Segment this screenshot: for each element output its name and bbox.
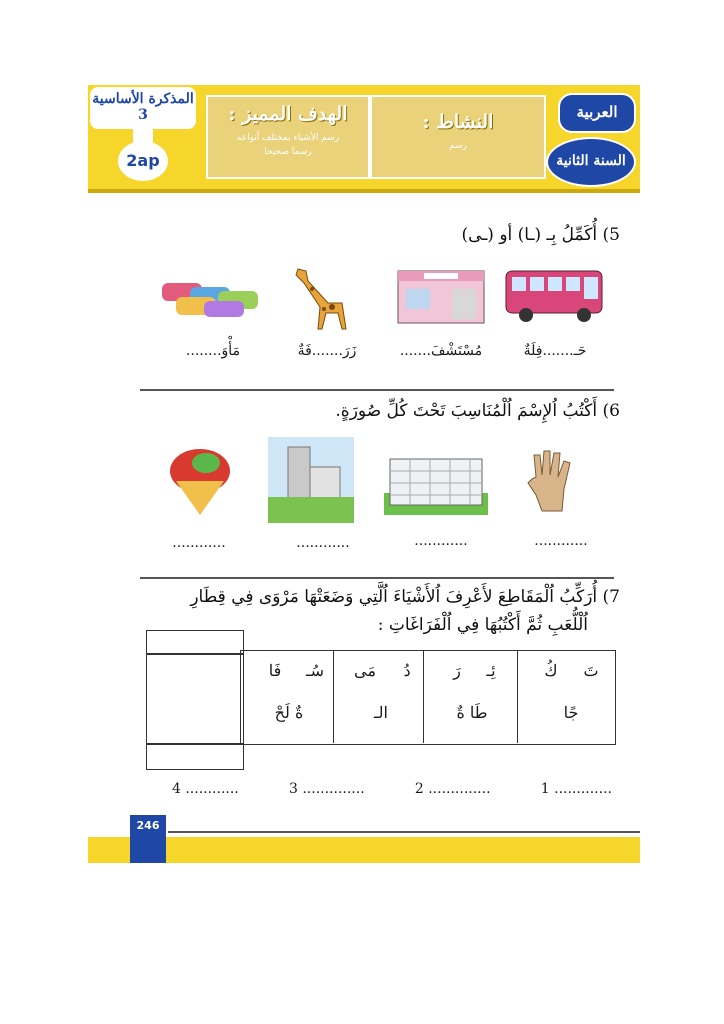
bus-image <box>502 265 608 327</box>
answer-3[interactable]: 3 .............. <box>288 781 365 797</box>
q7-instruction-line1: 7) أُرَكِّبُ اُلْمَقَاطِعَ لأَعْرِفَ اُلأَشْيَاءَ اُلَّتِي وَضَعَتْهَا مَرْوَى فِي قِطَارِ <box>190 587 620 607</box>
q6-blank-1[interactable]: ............ <box>534 533 588 549</box>
worksheet-page <box>88 85 640 863</box>
cell1-top-b: كُ <box>544 661 558 680</box>
q5-word-1[interactable]: حَـ.......فِلَةٌ <box>523 343 587 359</box>
hand-image <box>526 447 576 519</box>
goal-title: الهدف المميز : <box>228 103 348 125</box>
activity-box <box>370 95 546 179</box>
cell4-top-b: فَا <box>268 661 282 680</box>
q7-side-box <box>146 630 244 770</box>
cell3-top-a: دُ <box>403 661 411 680</box>
cell4-top-a: سُـ <box>305 661 325 680</box>
spinning-top-image <box>162 437 234 517</box>
divider-1 <box>140 389 614 391</box>
year-badge: السنة الثانية <box>546 137 636 187</box>
page-number: 246 <box>130 815 166 863</box>
tbl-col-line <box>517 651 518 743</box>
cell2-bottom: طَا ةٌ <box>456 703 488 722</box>
cell1-top-a: تَ <box>583 661 599 680</box>
subject-badge: العربية <box>558 93 636 133</box>
badge-code: 2ap <box>118 141 168 181</box>
footer-bar <box>88 837 640 863</box>
cell3-top-b: مَى <box>354 661 376 680</box>
badge-title: المذكرة الأساسية 3 <box>92 91 194 123</box>
header-underline <box>88 189 640 193</box>
cell3-bottom: الـ <box>373 703 388 722</box>
cell2-top-b: رَ <box>453 661 461 680</box>
activity-text: رسم <box>449 141 467 151</box>
q5-word-4[interactable]: مَأْوَ........ <box>185 343 241 359</box>
footer-line <box>168 831 640 833</box>
giraffe-image <box>288 263 354 333</box>
q6-blank-2[interactable]: ............ <box>414 533 468 549</box>
answer-2[interactable]: 2 .............. <box>414 781 491 797</box>
q5-word-3[interactable]: زَرَ.......فَةٌ <box>297 343 357 359</box>
cell1-bottom: جًا <box>563 703 579 722</box>
hospital-image <box>394 265 488 327</box>
q6-blank-4[interactable]: ............ <box>172 535 226 551</box>
goal-text-1: رسم الأشياء بمختلف أنواعه <box>236 133 340 143</box>
cell2-top-a: ئِـ <box>486 661 496 680</box>
answer-4[interactable]: 4 ............ <box>172 781 239 797</box>
q6-blank-3[interactable]: ............ <box>296 535 350 551</box>
q6-instruction: 6) أَكْتُبُ اُلإِسْمَ اُلْمُنَاسِبَ تَحْتَ كُلِّ صُورَةٍ. <box>335 401 620 421</box>
goal-text-2: رسما صحيحا <box>264 147 312 157</box>
building-image <box>268 437 354 523</box>
divider-2 <box>140 577 614 579</box>
activity-title: النشاط : <box>422 111 494 133</box>
goal-box <box>206 95 370 179</box>
q7-instruction-line2: اُلْلُّعَبِ ثُمَّ أَكْتُبُهَا فِي اُلْفَرَاغَاتِ : <box>377 615 588 635</box>
answer-1[interactable]: 1 ............. <box>540 781 612 797</box>
q5-instruction: 5) أُكَمِّلُ بِـ (ـا) أو (ـى) <box>461 225 620 245</box>
q5-word-2[interactable]: مُسْتَشْفَ....... <box>399 343 483 359</box>
q7-answer-lines <box>172 781 612 797</box>
q7-syllable-table <box>240 650 616 745</box>
cell4-bottom: ةٌ لَحْ <box>274 703 304 722</box>
cars-image <box>156 273 264 323</box>
goal-image <box>384 453 488 515</box>
